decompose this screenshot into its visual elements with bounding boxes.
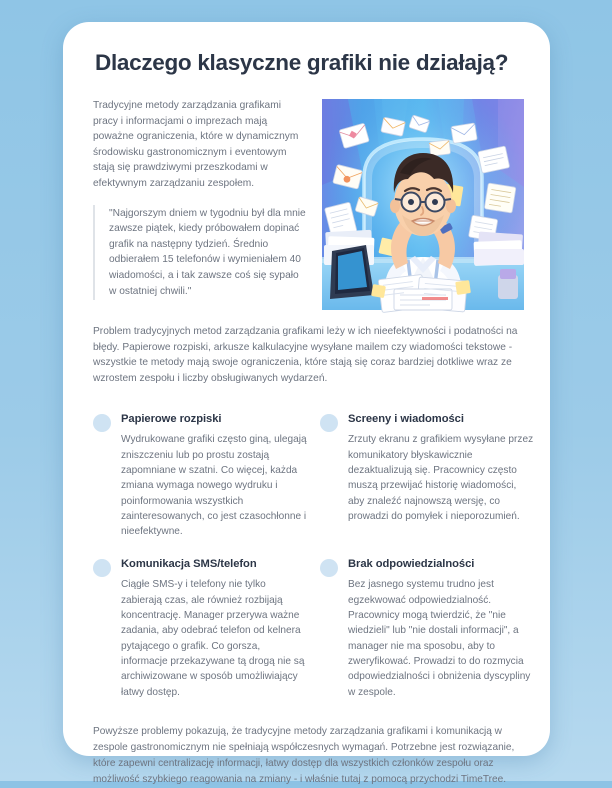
page-title: Dlaczego klasyczne grafiki nie działają? [95,50,509,75]
article-card [63,22,550,785]
feature-body [121,412,307,539]
feature-text: Bez jasnego systemu trudno jest egzekwować odpowiedzialność. Pracownicy mogą twierdzić, że "nie wiedzieli" lub "nie dostali informacji", a manager nie ma sposobu, aby to zweryfikować. Prowadzi to do rozmycia odpowiedzialności i obniżenia dyscypliny w zespole. [348,579,531,698]
feature-item-screeny-i-wiadomosci [320,412,534,539]
feature-item-papierowe-rozpiski [93,412,307,539]
feature-grid [93,412,534,699]
bullet-circle-icon [320,559,338,577]
feature-title: Screeny i wiadomości [348,413,464,426]
feature-title: Komunikacja SMS/telefon [121,558,257,571]
feature-text: Zrzuty ekranu z grafikiem wysyłane przez komunikatory błyskawicznie dezaktualizują się. Pracownicy często muszą przewijać historię wiadomości, aby znaleźć najnowszą wersję, co prowadzi do pomyłek i nieporozumień. [348,434,534,522]
illustration-column [322,98,524,310]
feature-title: Papierowe rozpiski [121,413,222,426]
feature-body [348,412,534,524]
stressed-manager-illustration [322,99,524,310]
feature-text: Ciągłe SMS-y i telefony nie tylko zabierają czas, ale również rozbijają koncentrację. Manager przerywa ważne zadania, aby odebrać telefon od kelnera pytającego o grafik. Co gorsza, informacje przekazywane tą drogą nie są archiwizowane w sposób umożliwiający łatwy dostęp. [121,579,305,698]
intro-text-column [93,98,306,300]
pull-quote: "Najgorszym dniem w tygodniu był dla mnie zawsze piątek, kiedy próbowałem dopinać grafik na następny tydzień. Średnio odbierałem 15 telefonów i wymieniałem 40 wiadomości, a i tak zawsze coś się sypało w ostatniej chwili." [93,205,306,301]
closing-paragraph: Powyższe problemy pokazują, że tradycyjne metody zarządzania grafikami i komunikacją w zespole gastronomicznym nie spełniają współczesnych wymagań. Potrzebne jest rozwiązanie, które zapewni centralizację informacji, łatwy dostęp dla wszystkich członków zespołu oraz możliwość szybkiego reagowania na zmiany - i właśnie tutaj z pomocą przychodzi TimeTree. [93,725,515,785]
bullet-circle-icon [93,559,111,577]
second-paragraph: Problem tradycyjnych metod zarządzania grafikami leży w ich nieefektywności i podatności na błędy. Papierowe rozpiski, arkusze kalkulacyjne wysyłane mailem czy wiadomości tekstowe - wszystkie te metody mają swoje ograniczenia, które stają się coraz bardziej dotkliwe wraz ze wzrostem zespołu i liczby obsługiwanych wydarzeń. [93,326,518,384]
feature-body [348,557,534,699]
feature-title: Brak odpowiedzialności [348,558,475,571]
feature-text: Wydrukowane grafiki często giną, ulegają zniszczeniu lub po prostu zostają zapomniane w szatni. Co więcej, każda zmiana wymaga nowego wydruku i poinformowania wszystkich zainteresowanych, co jest czasochłonne i nieefektywne. [121,434,307,538]
intro-paragraph: Tradycyjne metody zarządzania grafikami pracy i informacjami o imprezach mają poważne ograniczenia, które w dynamicznym środowisku gastronomicznym i eventowym stają się prawdziwymi przeszkodami w efektywnym zarządzaniu zespołem. [93,100,299,189]
feature-body [121,557,307,699]
feature-item-brak-odpowiedzialnosci [320,557,534,699]
bullet-circle-icon [93,414,111,432]
intro-section [93,98,520,310]
feature-item-komunikacja-sms-telefon [93,557,307,699]
bullet-circle-icon [320,414,338,432]
